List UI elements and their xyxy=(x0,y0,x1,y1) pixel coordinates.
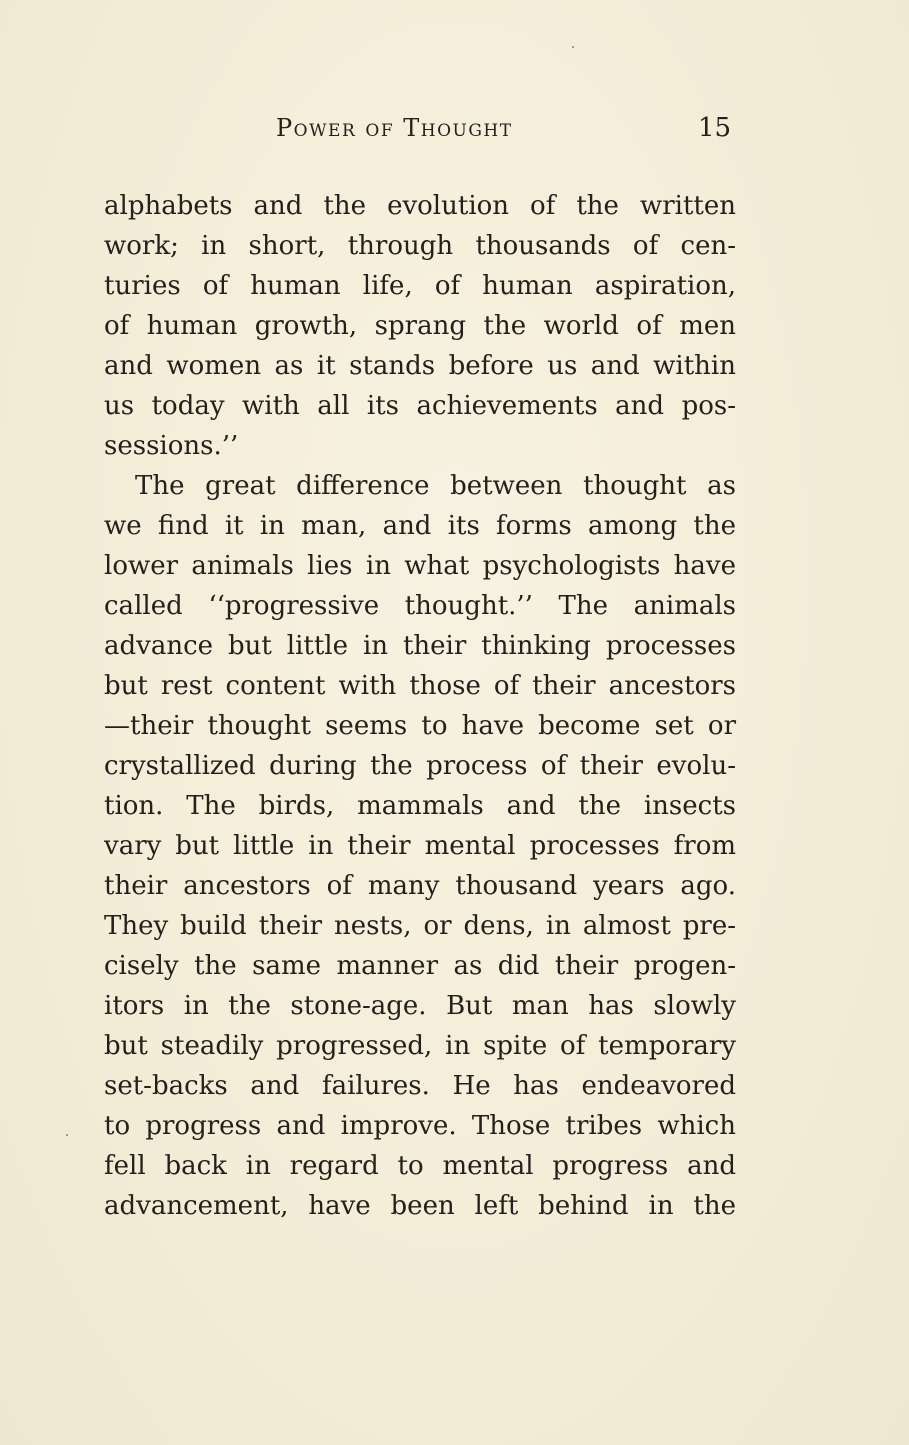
running-title: Power of Thought xyxy=(276,114,513,142)
paragraph-2 xyxy=(104,466,736,1226)
text-line: but rest content with those of their ancestors xyxy=(104,671,736,701)
text-line: advance but little in their thinking processes xyxy=(104,631,736,661)
text-line: turies of human life, of human aspiration, xyxy=(104,271,736,301)
text-line: tion. The birds, mammals and the insects xyxy=(104,791,736,821)
page-number: 15 xyxy=(698,113,732,143)
text-line: us today with all its achievements and pos- xyxy=(104,391,736,421)
text-line: —their thought seems to have become set or xyxy=(104,711,736,741)
text-line: but steadily progressed, in spite of temporary xyxy=(104,1031,736,1061)
text-line: their ancestors of many thousand years ago. xyxy=(104,871,736,901)
text-line: we find it in man, and its forms among the xyxy=(104,511,736,541)
text-line: advancement, have been left behind in the xyxy=(104,1191,736,1221)
scan-speck xyxy=(572,46,574,48)
text-line: The great difference between thought as xyxy=(135,471,736,501)
text-line: to progress and improve. Those tribes which xyxy=(104,1111,736,1141)
text-line: fell back in regard to mental progress and xyxy=(104,1151,736,1181)
scan-speck xyxy=(66,1134,68,1136)
text-line: sessions.’’ xyxy=(104,431,239,461)
text-line: of human growth, sprang the world of men xyxy=(104,311,736,341)
text-line: set-backs and failures. He has endeavored xyxy=(104,1071,736,1101)
text-line: lower animals lies in what psychologists have xyxy=(104,551,736,581)
body-text xyxy=(104,186,736,1226)
running-head xyxy=(0,114,909,154)
text-line: alphabets and the evolution of the written xyxy=(104,191,736,221)
text-line: itors in the stone-age. But man has slowly xyxy=(104,991,736,1021)
text-line: cisely the same manner as did their progen- xyxy=(104,951,736,981)
text-line: vary but little in their mental processes from xyxy=(104,831,736,861)
text-line: called ‘‘progressive thought.’’ The animals xyxy=(104,591,736,621)
text-line: crystallized during the process of their evolu- xyxy=(104,751,736,781)
text-line: and women as it stands before us and within xyxy=(104,351,736,381)
paragraph-1 xyxy=(104,186,736,466)
text-line: work; in short, through thousands of cen- xyxy=(104,231,736,261)
text-line: They build their nests, or dens, in almost pre- xyxy=(104,911,736,941)
